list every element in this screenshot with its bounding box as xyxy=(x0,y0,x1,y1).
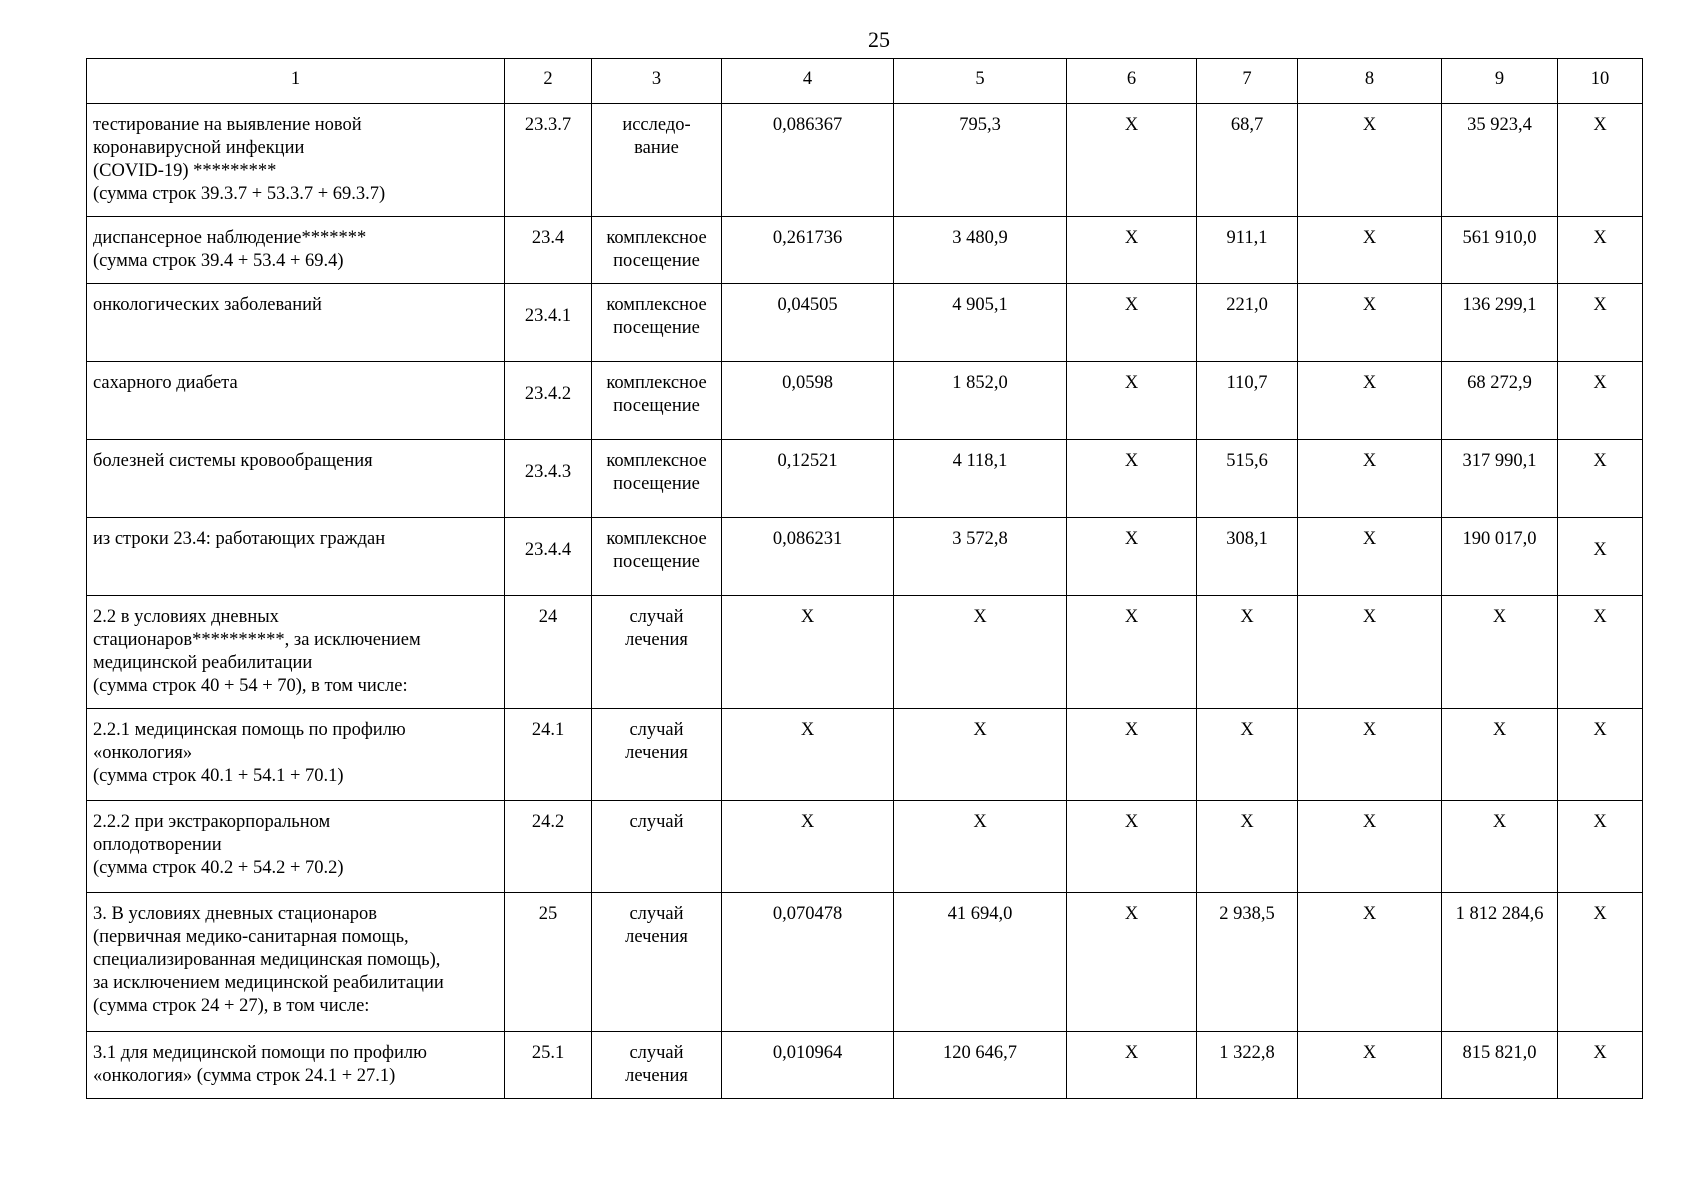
value-cell: X xyxy=(1067,284,1197,362)
data-table xyxy=(86,58,1643,1099)
row-code-cell: 23.3.7 xyxy=(505,104,592,217)
value-cell: X xyxy=(1067,709,1197,801)
value-cell: X xyxy=(1067,893,1197,1032)
row-name-cell: сахарного диабета xyxy=(87,362,505,440)
value-cell: 136 299,1 xyxy=(1442,284,1558,362)
value-cell: X xyxy=(1298,362,1442,440)
value-cell: X xyxy=(1558,801,1643,893)
value-cell: 41 694,0 xyxy=(894,893,1067,1032)
table-row xyxy=(87,284,1643,362)
value-cell: 110,7 xyxy=(1197,362,1298,440)
value-cell: X xyxy=(1067,217,1197,284)
value-cell: 0,086231 xyxy=(722,518,894,596)
value-cell: X xyxy=(722,596,894,709)
value-cell: 0,12521 xyxy=(722,440,894,518)
value-cell: X xyxy=(1298,518,1442,596)
row-name-cell: 2.2.1 медицинская помощь по профилю «онкология» (сумма строк 40.1 + 54.1 + 70.1) xyxy=(87,709,505,801)
table-row xyxy=(87,217,1643,284)
row-code-cell: 24.1 xyxy=(505,709,592,801)
value-cell: X xyxy=(1197,709,1298,801)
row-name-cell: тестирование на выявление новой коронавирусной инфекции (COVID-19) ********* (сумма строк 39.3.7 + 53.3.7 + 69.3.7) xyxy=(87,104,505,217)
value-cell: 4 905,1 xyxy=(894,284,1067,362)
value-cell: 1 852,0 xyxy=(894,362,1067,440)
value-cell: X xyxy=(1442,709,1558,801)
row-unit-cell: случай xyxy=(592,801,722,893)
value-cell: X xyxy=(1298,1032,1442,1099)
value-cell: 3 572,8 xyxy=(894,518,1067,596)
value-cell: 3 480,9 xyxy=(894,217,1067,284)
column-header: 5 xyxy=(894,59,1067,104)
row-code-cell: 24.2 xyxy=(505,801,592,893)
column-header: 3 xyxy=(592,59,722,104)
value-cell: 0,04505 xyxy=(722,284,894,362)
row-name-cell: 3.1 для медицинской помощи по профилю «онкология» (сумма строк 24.1 + 27.1) xyxy=(87,1032,505,1099)
value-cell: X xyxy=(1298,440,1442,518)
row-unit-cell: случай лечения xyxy=(592,709,722,801)
column-header: 6 xyxy=(1067,59,1197,104)
value-cell: 317 990,1 xyxy=(1442,440,1558,518)
row-name-cell: 2.2 в условиях дневных стационаров**********, за исключением медицинской реабилитации (сумма строк 40 + 54 + 70), в том числе: xyxy=(87,596,505,709)
column-header: 7 xyxy=(1197,59,1298,104)
row-unit-cell: случай лечения xyxy=(592,893,722,1032)
value-cell: 190 017,0 xyxy=(1442,518,1558,596)
value-cell: 2 938,5 xyxy=(1197,893,1298,1032)
column-header: 4 xyxy=(722,59,894,104)
value-cell: X xyxy=(1558,362,1643,440)
value-cell: X xyxy=(894,801,1067,893)
value-cell: 221,0 xyxy=(1197,284,1298,362)
table-row xyxy=(87,362,1643,440)
page-number: 25 xyxy=(868,27,890,52)
value-cell: 308,1 xyxy=(1197,518,1298,596)
table-row xyxy=(87,104,1643,217)
row-code-cell: 23.4.3 xyxy=(505,440,592,518)
value-cell: 35 923,4 xyxy=(1442,104,1558,217)
table-row xyxy=(87,440,1643,518)
table-row xyxy=(87,801,1643,893)
value-cell: 120 646,7 xyxy=(894,1032,1067,1099)
value-cell: X xyxy=(1197,801,1298,893)
row-code-cell: 24 xyxy=(505,596,592,709)
row-unit-cell: комплексное посещение xyxy=(592,284,722,362)
row-name-cell: из строки 23.4: работающих граждан xyxy=(87,518,505,596)
row-name-cell: диспансерное наблюдение******* (сумма строк 39.4 + 53.4 + 69.4) xyxy=(87,217,505,284)
value-cell: X xyxy=(1298,596,1442,709)
value-cell: X xyxy=(722,709,894,801)
row-unit-cell: комплексное посещение xyxy=(592,440,722,518)
table-row xyxy=(87,596,1643,709)
row-name-cell: онкологических заболеваний xyxy=(87,284,505,362)
row-unit-cell: комплексное посещение xyxy=(592,518,722,596)
column-header: 1 xyxy=(87,59,505,104)
value-cell: 0,086367 xyxy=(722,104,894,217)
value-cell: 515,6 xyxy=(1197,440,1298,518)
row-unit-cell: комплексное посещение xyxy=(592,217,722,284)
value-cell: X xyxy=(1298,893,1442,1032)
row-code-cell: 23.4.4 xyxy=(505,518,592,596)
value-cell: X xyxy=(1067,104,1197,217)
value-cell: X xyxy=(1558,440,1643,518)
value-cell: X xyxy=(1067,596,1197,709)
value-cell: X xyxy=(1298,801,1442,893)
value-cell: X xyxy=(894,596,1067,709)
row-name-cell: болезней системы кровообращения xyxy=(87,440,505,518)
row-unit-cell: случай лечения xyxy=(592,596,722,709)
value-cell: X xyxy=(722,801,894,893)
value-cell: X xyxy=(1067,362,1197,440)
row-unit-cell: случай лечения xyxy=(592,1032,722,1099)
column-header: 8 xyxy=(1298,59,1442,104)
value-cell: X xyxy=(1558,104,1643,217)
value-cell: X xyxy=(1442,801,1558,893)
row-unit-cell: комплексное посещение xyxy=(592,362,722,440)
row-code-cell: 23.4.2 xyxy=(505,362,592,440)
row-name-cell: 2.2.2 при экстракорпоральном оплодотворении (сумма строк 40.2 + 54.2 + 70.2) xyxy=(87,801,505,893)
value-cell: 795,3 xyxy=(894,104,1067,217)
table-row xyxy=(87,893,1643,1032)
table-row xyxy=(87,709,1643,801)
value-cell: X xyxy=(1067,1032,1197,1099)
value-cell: 0,0598 xyxy=(722,362,894,440)
value-cell: X xyxy=(1558,284,1643,362)
value-cell: X xyxy=(1298,104,1442,217)
value-cell: X xyxy=(1298,217,1442,284)
value-cell: 4 118,1 xyxy=(894,440,1067,518)
value-cell: X xyxy=(1298,709,1442,801)
value-cell: 68 272,9 xyxy=(1442,362,1558,440)
value-cell: X xyxy=(1558,518,1643,596)
value-cell: 561 910,0 xyxy=(1442,217,1558,284)
row-code-cell: 23.4.1 xyxy=(505,284,592,362)
value-cell: 0,070478 xyxy=(722,893,894,1032)
value-cell: X xyxy=(1558,596,1643,709)
row-code-cell: 25 xyxy=(505,893,592,1032)
value-cell: X xyxy=(1067,518,1197,596)
value-cell: 68,7 xyxy=(1197,104,1298,217)
value-cell: 1 322,8 xyxy=(1197,1032,1298,1099)
row-code-cell: 23.4 xyxy=(505,217,592,284)
value-cell: X xyxy=(894,709,1067,801)
row-unit-cell: исследо- вание xyxy=(592,104,722,217)
column-header: 2 xyxy=(505,59,592,104)
value-cell: X xyxy=(1442,596,1558,709)
value-cell: X xyxy=(1558,1032,1643,1099)
value-cell: 0,010964 xyxy=(722,1032,894,1099)
value-cell: X xyxy=(1067,801,1197,893)
value-cell: 911,1 xyxy=(1197,217,1298,284)
table-row xyxy=(87,518,1643,596)
column-header: 9 xyxy=(1442,59,1558,104)
value-cell: X xyxy=(1067,440,1197,518)
row-code-cell: 25.1 xyxy=(505,1032,592,1099)
value-cell: X xyxy=(1197,596,1298,709)
value-cell: X xyxy=(1558,893,1643,1032)
value-cell: X xyxy=(1298,284,1442,362)
table-row xyxy=(87,1032,1643,1099)
value-cell: X xyxy=(1558,709,1643,801)
row-name-cell: 3. В условиях дневных стационаров (первичная медико-санитарная помощь, специализированная медицинская помощь), за исключением медицинской реабилитации (сумма строк 24 + 27), в том числе: xyxy=(87,893,505,1032)
value-cell: X xyxy=(1558,217,1643,284)
value-cell: 0,261736 xyxy=(722,217,894,284)
column-header: 10 xyxy=(1558,59,1643,104)
header-row xyxy=(87,59,1643,104)
value-cell: 815 821,0 xyxy=(1442,1032,1558,1099)
value-cell: 1 812 284,6 xyxy=(1442,893,1558,1032)
